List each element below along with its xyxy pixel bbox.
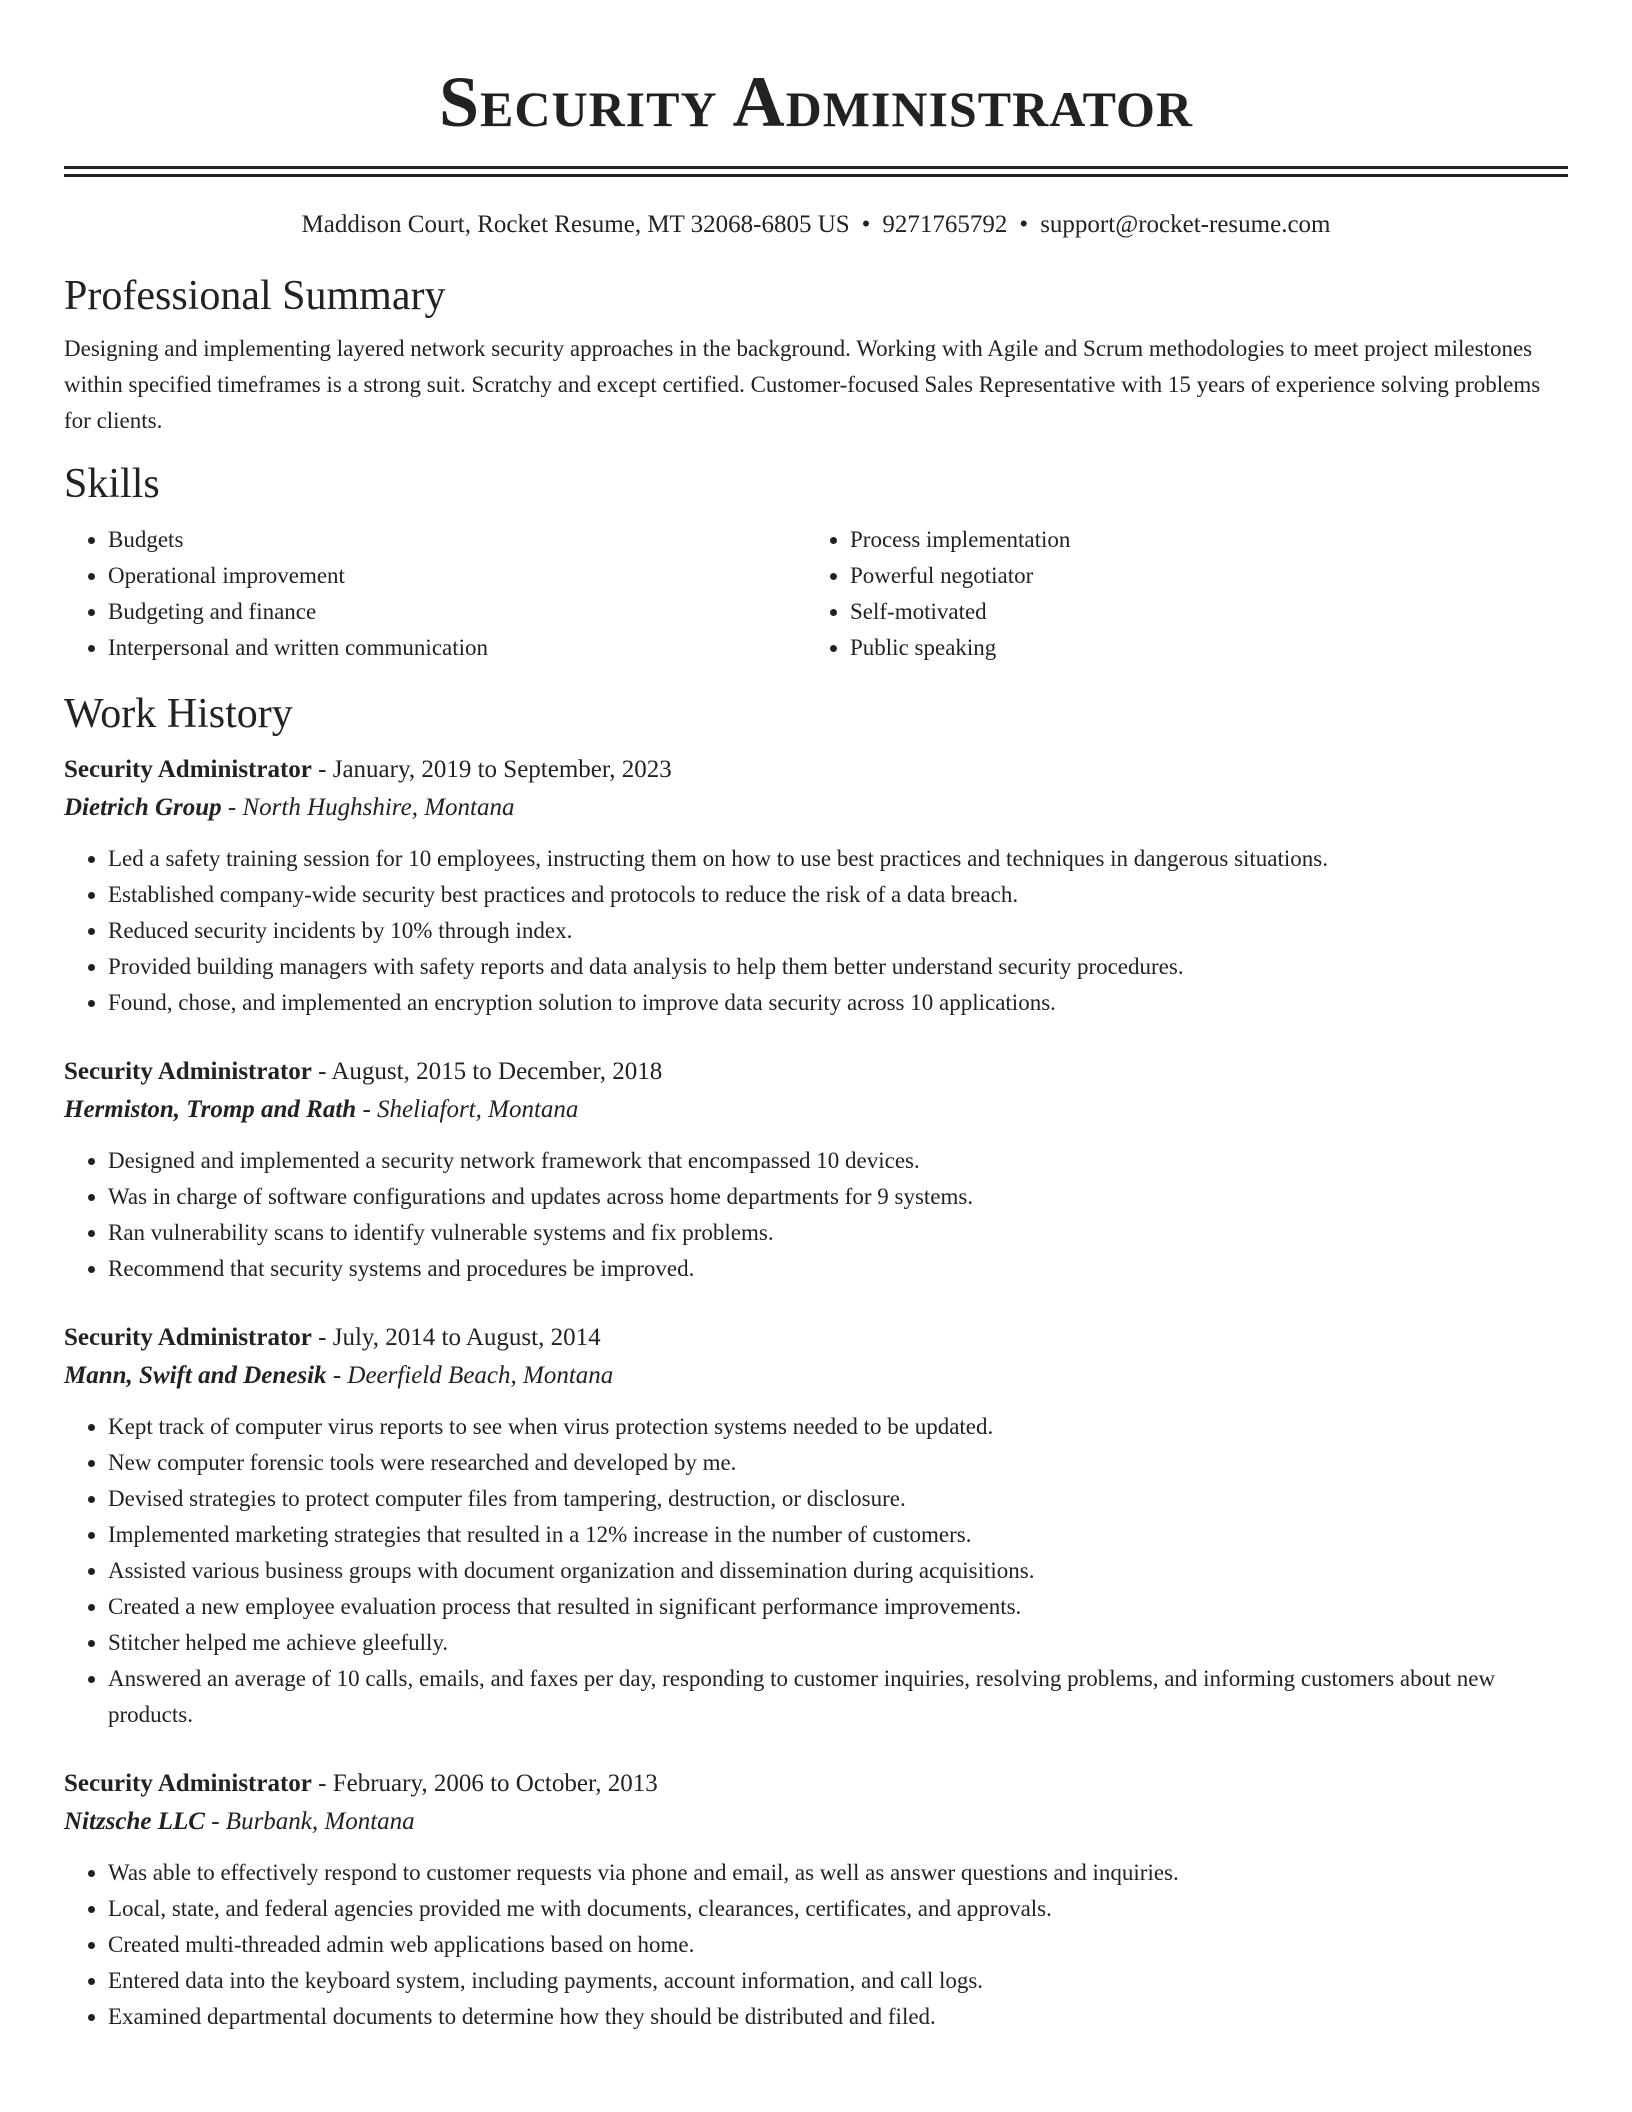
contact-separator: • <box>861 211 871 238</box>
job-location: - Deerfield Beach, Montana <box>332 1362 614 1389</box>
job-header <box>64 1053 1568 1091</box>
job-bullet: • Recommend that security systems and procedures be improved. <box>108 1251 1568 1287</box>
job-company: Dietrich Group <box>64 794 222 821</box>
work-history-list <box>64 751 1568 2035</box>
job-role: Security Administrator <box>64 1770 312 1797</box>
job-company: Nitzsche LLC <box>64 1808 205 1835</box>
job-bullet: • Was in charge of software configurations and updates across home departments for 9 systems. <box>108 1179 1568 1215</box>
job-company-line <box>64 789 1568 827</box>
job-bullet: • Reduced security incidents by 10% through index. <box>108 913 1568 949</box>
job-bullets <box>64 841 1568 1021</box>
resume-title: Security Administrator <box>438 62 1194 142</box>
job-bullet: • Stitcher helped me achieve gleefully. <box>108 1625 1568 1661</box>
job-entry <box>64 751 1568 1021</box>
skill-item: • Powerful negotiator <box>850 558 1548 594</box>
job-bullet: • Established company-wide security best practices and protocols to reduce the risk of a data breach. <box>108 877 1568 913</box>
job-role: Security Administrator <box>64 1058 312 1085</box>
job-location: - Burbank, Montana <box>211 1808 415 1835</box>
job-bullet: • Entered data into the keyboard system, including payments, account information, and call logs. <box>108 1963 1568 1999</box>
job-bullet: • Answered an average of 10 calls, emails, and faxes per day, responding to customer inquiries, resolving problems, and informing customers about new products. <box>108 1661 1568 1733</box>
job-company: Mann, Swift and Denesik <box>64 1362 327 1389</box>
job-bullet: • New computer forensic tools were researched and developed by me. <box>108 1445 1568 1481</box>
job-entry <box>64 1319 1568 1733</box>
job-bullet: • Implemented marketing strategies that resulted in a 12% increase in the number of customers. <box>108 1517 1568 1553</box>
job-bullet: • Was able to effectively respond to customer requests via phone and email, as well as answer questions and inquiries. <box>108 1855 1568 1891</box>
job-bullet: • Ran vulnerability scans to identify vulnerable systems and fix problems. <box>108 1215 1568 1251</box>
job-bullet: • Found, chose, and implemented an encryption solution to improve data security across 10 applications. <box>108 985 1568 1021</box>
job-bullets <box>64 1855 1568 2035</box>
job-entry <box>64 1765 1568 2035</box>
job-bullet: • Provided building managers with safety reports and data analysis to help them better understand security procedures. <box>108 949 1568 985</box>
job-bullet: • Assisted various business groups with document organization and dissemination during acquisitions. <box>108 1553 1568 1589</box>
job-entry <box>64 1053 1568 1287</box>
skills-left-list <box>64 522 806 666</box>
contact-phone: 9271765792 <box>882 211 1008 238</box>
job-company-line <box>64 1357 1568 1395</box>
job-role: Security Administrator <box>64 756 312 783</box>
job-header <box>64 1319 1568 1357</box>
job-company-line <box>64 1803 1568 1841</box>
job-location: - North Hughshire, Montana <box>227 794 515 821</box>
work-history-heading: Work History <box>64 691 293 737</box>
contact-email: support@rocket-resume.com <box>1040 211 1331 238</box>
title-divider <box>64 166 1568 177</box>
skill-item: • Self-motivated <box>850 594 1548 630</box>
contact-address: Maddison Court, Rocket Resume, MT 32068-6805 US <box>301 211 850 238</box>
summary-text: Designing and implementing layered network security approaches in the background. Working with Agile and Scrum methodologies to meet project milestones within specified timeframes is a strong suit. Scratchy and except certified. Customer-focused Sales Representative with 15 years of experience solving problems for clients. <box>64 336 1541 433</box>
job-bullet: • Devised strategies to protect computer files from tampering, destruction, or disclosure. <box>108 1481 1568 1517</box>
job-dates: - July, 2014 to August, 2014 <box>318 1324 601 1351</box>
summary-heading: Professional Summary <box>64 273 446 319</box>
job-dates: - February, 2006 to October, 2013 <box>318 1770 658 1797</box>
skills-columns <box>64 522 1568 666</box>
skill-item: • Process implementation <box>850 522 1548 558</box>
job-bullets <box>64 1143 1568 1287</box>
job-bullet: • Led a safety training session for 10 employees, instructing them on how to use best practices and techniques in dangerous situations. <box>108 841 1568 877</box>
skill-item: • Budgets <box>108 522 806 558</box>
contact-separator: • <box>1019 211 1029 238</box>
contact-line <box>64 210 1568 240</box>
job-bullet: • Kept track of computer virus reports to see when virus protection systems needed to be updated. <box>108 1409 1568 1445</box>
skill-item: • Public speaking <box>850 630 1548 666</box>
job-header <box>64 1765 1568 1803</box>
skills-heading: Skills <box>64 461 160 507</box>
job-company-line <box>64 1091 1568 1129</box>
skills-right-list <box>806 522 1548 666</box>
job-bullet: • Created a new employee evaluation process that resulted in significant performance improvements. <box>108 1589 1568 1625</box>
job-bullet: • Designed and implemented a security network framework that encompassed 10 devices. <box>108 1143 1568 1179</box>
job-company: Hermiston, Tromp and Rath <box>64 1096 357 1123</box>
job-dates: - January, 2019 to September, 2023 <box>318 756 672 783</box>
job-bullet: • Created multi-threaded admin web applications based on home. <box>108 1927 1568 1963</box>
skill-item: • Interpersonal and written communication <box>108 630 806 666</box>
skill-item: • Budgeting and finance <box>108 594 806 630</box>
job-role: Security Administrator <box>64 1324 312 1351</box>
job-bullets <box>64 1409 1568 1733</box>
job-bullet: • Local, state, and federal agencies provided me with documents, clearances, certificates, and approvals. <box>108 1891 1568 1927</box>
skill-item: • Operational improvement <box>108 558 806 594</box>
job-dates: - August, 2015 to December, 2018 <box>318 1058 663 1085</box>
job-location: - Sheliafort, Montana <box>362 1096 579 1123</box>
job-bullet: • Examined departmental documents to determine how they should be distributed and filed. <box>108 1999 1568 2035</box>
job-header <box>64 751 1568 789</box>
